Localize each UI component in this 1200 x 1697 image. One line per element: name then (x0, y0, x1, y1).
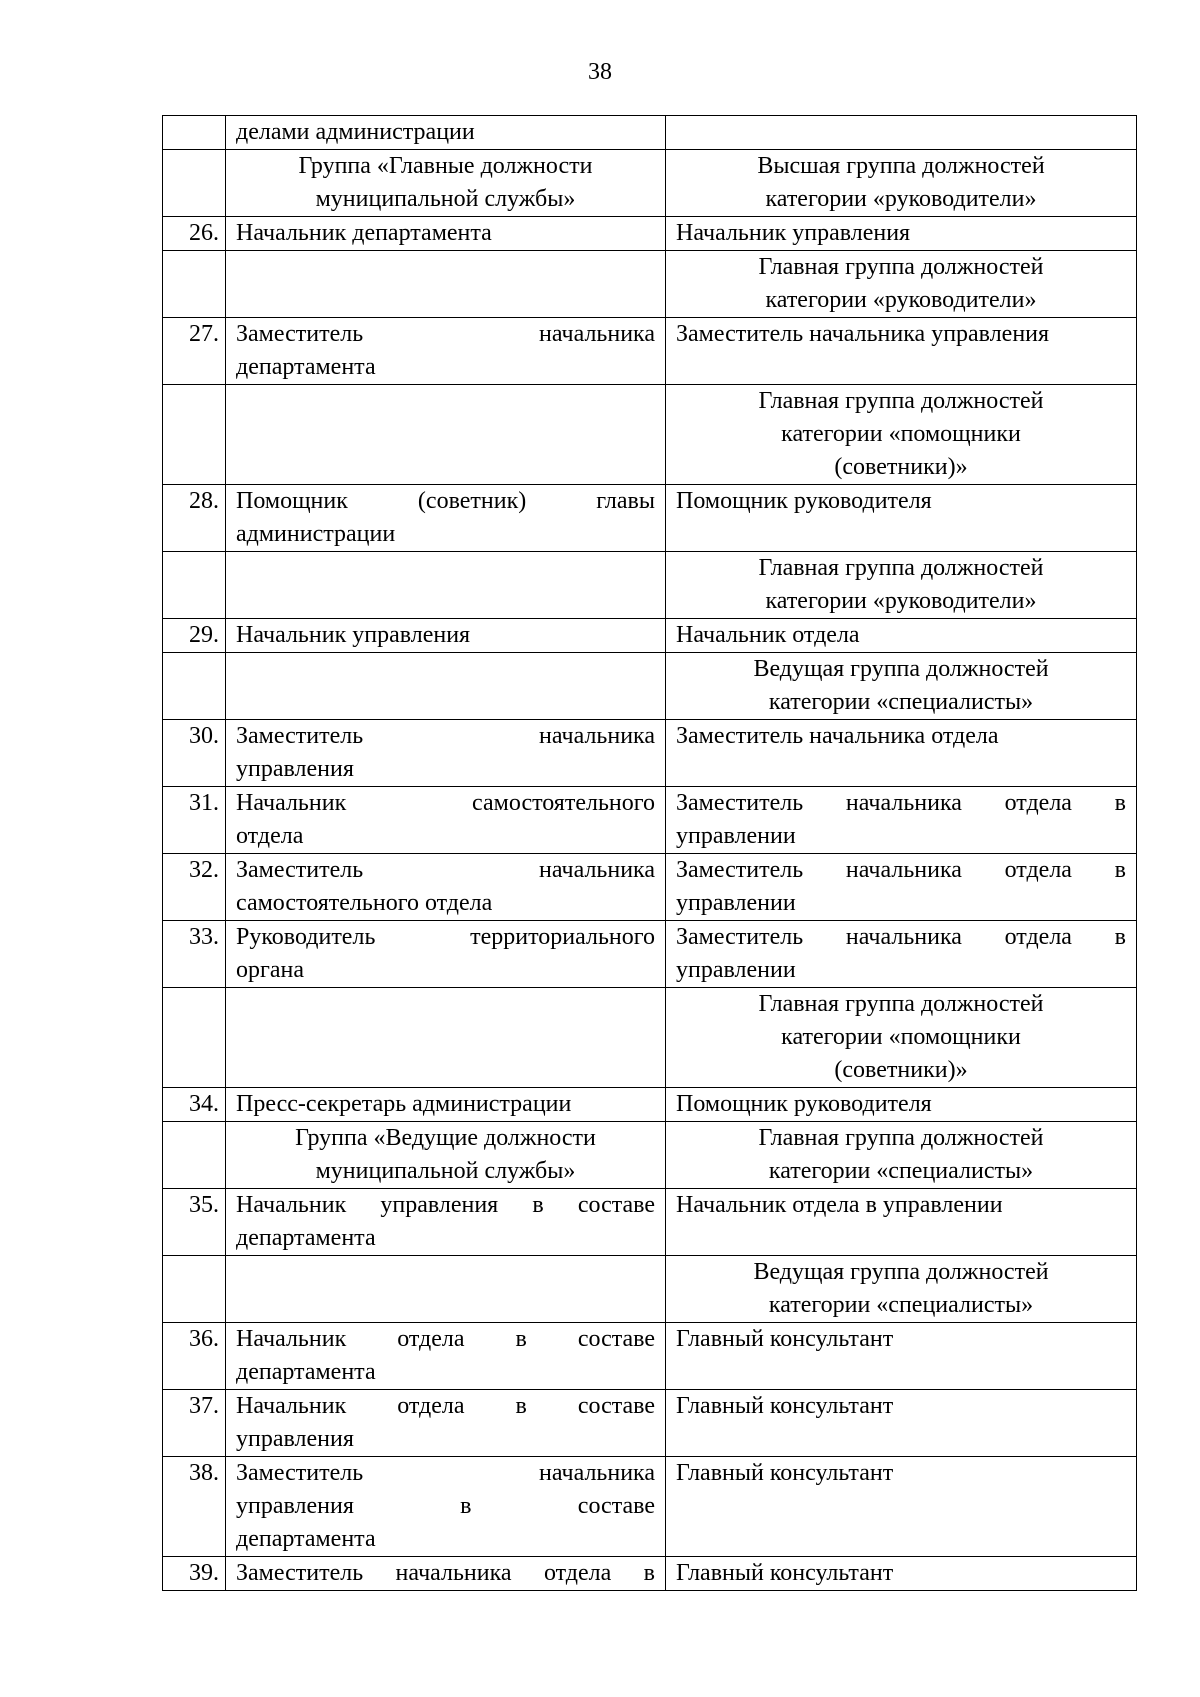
row-number (163, 552, 226, 619)
table-row (163, 619, 1137, 653)
group-heading-line: Группа «Ведущие должности (295, 1125, 596, 1151)
municipal-position (226, 1557, 666, 1591)
municipal-position (226, 552, 666, 619)
row-number (163, 988, 226, 1088)
municipal-position (226, 854, 666, 921)
group-heading-line: муниципальной службы» (315, 186, 576, 212)
position-line: Заместитель начальника (236, 1460, 655, 1486)
row-number (163, 385, 226, 485)
municipal-position: делами администрации (226, 116, 666, 150)
group-heading (666, 150, 1137, 217)
row-number: 32. (163, 854, 226, 921)
row-number: 39. (163, 1557, 226, 1591)
row-number (163, 150, 226, 217)
group-heading-line: категории «руководители» (765, 186, 1037, 212)
position-line: департамента (236, 1526, 376, 1552)
state-position: Заместитель начальника управления (666, 318, 1137, 385)
state-position: Начальник управления (666, 217, 1137, 251)
group-heading-line: категории «специалисты» (768, 1292, 1034, 1318)
row-number: 31. (163, 787, 226, 854)
municipal-position: Начальник департамента (226, 217, 666, 251)
group-heading-line: категории «руководители» (765, 287, 1037, 313)
municipal-position (226, 921, 666, 988)
state-position: Помощник руководителя (666, 485, 1137, 552)
group-heading-line: (советники)» (834, 1057, 968, 1083)
table-row (163, 116, 1137, 150)
group-heading-line: Главная группа должностей (758, 1125, 1044, 1151)
state-position (666, 787, 1137, 854)
table-row (163, 921, 1137, 988)
group-heading-line: Группа «Главные должности (298, 153, 593, 179)
group-heading (666, 552, 1137, 619)
position-line: Помощник (советник) главы (236, 488, 655, 514)
table-row (163, 1457, 1137, 1557)
row-number: 29. (163, 619, 226, 653)
row-number: 26. (163, 217, 226, 251)
table-row (163, 1189, 1137, 1256)
row-number (163, 1122, 226, 1189)
position-line: Начальник отдела в составе (236, 1393, 655, 1419)
positions-table (162, 115, 1137, 1591)
group-heading-line: категории «помощники (781, 1024, 1021, 1050)
group-heading-line: категории «специалисты» (768, 1158, 1034, 1184)
group-heading-line: Главная группа должностей (758, 388, 1044, 414)
table-row (163, 217, 1137, 251)
state-position: Начальник отдела (666, 619, 1137, 653)
table-row (163, 1122, 1137, 1189)
position-line: Руководитель территориального (236, 924, 655, 950)
row-number (163, 1256, 226, 1323)
municipal-position (226, 787, 666, 854)
position-line: Начальник управления в составе (236, 1192, 655, 1218)
table-row (163, 1256, 1137, 1323)
state-position: Главный консультант (666, 1390, 1137, 1457)
state-position: Главный консультант (666, 1457, 1137, 1557)
position-line: Заместитель начальника отдела в (676, 857, 1126, 883)
group-heading (666, 1122, 1137, 1189)
state-position (666, 921, 1137, 988)
row-number: 28. (163, 485, 226, 552)
row-number: 33. (163, 921, 226, 988)
state-position: Главный консультант (666, 1557, 1137, 1591)
table-row (163, 552, 1137, 619)
position-line: управлении (676, 957, 796, 983)
table-row (163, 1390, 1137, 1457)
municipal-position: Пресс-секретарь администрации (226, 1088, 666, 1122)
table-row (163, 1323, 1137, 1390)
group-heading (666, 385, 1137, 485)
row-number: 27. (163, 318, 226, 385)
group-heading-line: Главная группа должностей (758, 555, 1044, 581)
state-position: Главный консультант (666, 1323, 1137, 1390)
group-heading-line: Главная группа должностей (758, 991, 1044, 1017)
state-position (666, 116, 1137, 150)
page-number: 38 (588, 59, 612, 85)
row-number: 37. (163, 1390, 226, 1457)
state-position (666, 854, 1137, 921)
municipal-position (226, 1189, 666, 1256)
table-row (163, 150, 1137, 217)
position-line: Заместитель начальника (236, 321, 655, 347)
group-heading-line: Ведущая группа должностей (753, 656, 1049, 682)
position-line: управлении (676, 823, 796, 849)
position-line: отдела (236, 823, 304, 849)
municipal-position (226, 1256, 666, 1323)
row-number: 38. (163, 1457, 226, 1557)
position-line: управления (236, 1426, 354, 1452)
position-line: департамента (236, 1225, 376, 1251)
municipal-position (226, 318, 666, 385)
municipal-position (226, 988, 666, 1088)
state-position: Помощник руководителя (666, 1088, 1137, 1122)
group-heading (226, 150, 666, 217)
position-line: департамента (236, 1359, 376, 1385)
position-line: управления в составе (236, 1493, 655, 1519)
table-row (163, 318, 1137, 385)
group-heading-line: Ведущая группа должностей (753, 1259, 1049, 1285)
municipal-position (226, 385, 666, 485)
position-line: Заместитель начальника (236, 723, 655, 749)
table-row (163, 485, 1137, 552)
group-heading-line: муниципальной службы» (315, 1158, 576, 1184)
table-row (163, 1557, 1137, 1591)
municipal-position (226, 653, 666, 720)
group-heading (666, 653, 1137, 720)
table-row (163, 988, 1137, 1088)
table-row (163, 854, 1137, 921)
position-line: департамента (236, 354, 376, 380)
group-heading-line: Высшая группа должностей (757, 153, 1045, 179)
position-line: самостоятельного отдела (236, 890, 493, 916)
position-line: Заместитель начальника (236, 857, 655, 883)
table-row (163, 787, 1137, 854)
state-position: Заместитель начальника отдела (666, 720, 1137, 787)
table-row (163, 653, 1137, 720)
group-heading (226, 1122, 666, 1189)
municipal-position (226, 1390, 666, 1457)
group-heading (666, 988, 1137, 1088)
municipal-position (226, 485, 666, 552)
municipal-position (226, 720, 666, 787)
position-line: Заместитель начальника отдела в (676, 790, 1126, 816)
group-heading-line: Главная группа должностей (758, 254, 1044, 280)
municipal-position (226, 1323, 666, 1390)
row-number (163, 653, 226, 720)
group-heading-line: категории «специалисты» (768, 689, 1034, 715)
municipal-position (226, 251, 666, 318)
group-heading-line: категории «руководители» (765, 588, 1037, 614)
position-line: администрации (236, 521, 396, 547)
position-line: Заместитель начальника отдела в (236, 1560, 655, 1586)
table-row (163, 1088, 1137, 1122)
group-heading-line: категории «помощники (781, 421, 1021, 447)
row-number (163, 116, 226, 150)
row-number: 34. (163, 1088, 226, 1122)
position-line: управления (236, 756, 354, 782)
group-heading (666, 251, 1137, 318)
table-row (163, 720, 1137, 787)
position-line: Начальник самостоятельного (236, 790, 655, 816)
position-line: Начальник отдела в составе (236, 1326, 655, 1352)
position-line: органа (236, 957, 304, 983)
row-number (163, 251, 226, 318)
group-heading (666, 1256, 1137, 1323)
row-number: 36. (163, 1323, 226, 1390)
position-line: Заместитель начальника отдела в (676, 924, 1126, 950)
row-number: 30. (163, 720, 226, 787)
table-row (163, 385, 1137, 485)
row-number: 35. (163, 1189, 226, 1256)
municipal-position: Начальник управления (226, 619, 666, 653)
position-line: управлении (676, 890, 796, 916)
group-heading-line: (советники)» (834, 454, 968, 480)
table-row (163, 251, 1137, 318)
state-position: Начальник отдела в управлении (666, 1189, 1137, 1256)
municipal-position (226, 1457, 666, 1557)
